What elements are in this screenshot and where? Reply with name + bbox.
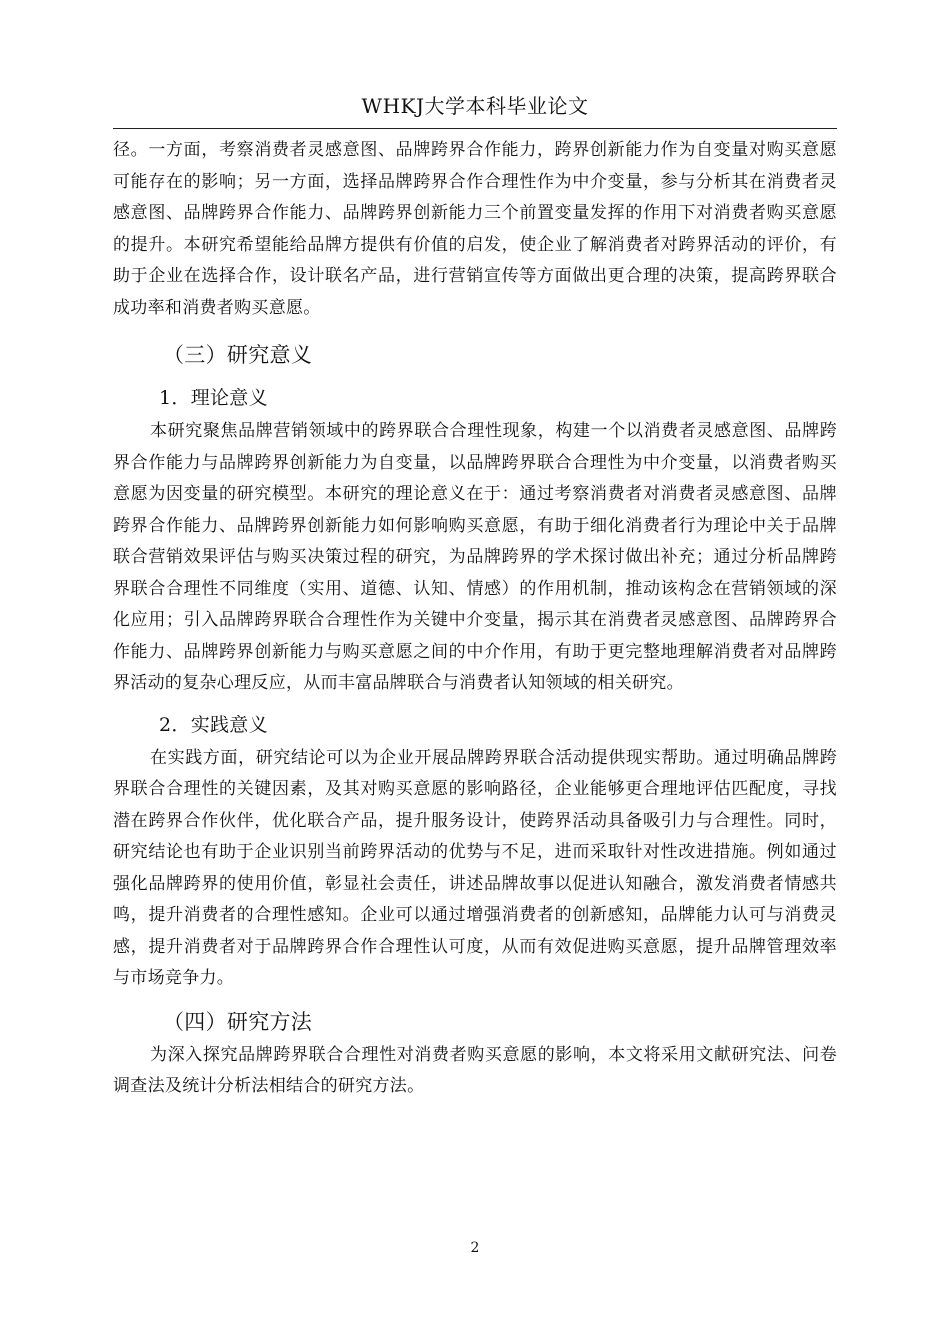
intro-continuation-paragraph: 径。一方面，考察消费者灵感意图、品牌跨界合作能力，跨界创新能力作为自变量对购买意愿可能存在的影响；另一方面，选择品牌跨界合作合理性作为中介变量，参与分析其在消费者灵感意图、品牌跨界合作能力、品牌跨界创新能力三个前置变量发挥的作用下对消费者购买意愿的提升。本研究希望能给品牌方提供有价值的启发，使企业了解消费者对跨界活动的评价，有助于企业在选择合作，设计联名产品，进行营销宣传等方面做出更合理的决策，提高跨界联合成功率和消费者购买意愿。 xyxy=(113,140,837,318)
subsection-heading-practice: 2．实践意义 xyxy=(159,713,268,736)
theory-paragraph: 本研究聚焦品牌营销领域中的跨界联合合理性现象，构建一个以消费者灵感意图、品牌跨界合作能力与品牌跨界创新能力为自变量，以品牌跨界联合合理性为中介变量，以消费者购买意愿为因变量的研究模型。本研究的理论意义在于：通过考察消费者对消费者灵感意图、品牌跨界合作能力、品牌跨界创新能力如何影响购买意愿，有助于细化消费者行为理论中关于品牌联合营销效果评估与购买决策过程的研究，为品牌跨界的学术探讨做出补充；通过分析品牌跨界联合合理性不同维度（实用、道德、认知、情感）的作用机制，推动该构念在营销领域的深化应用；引入品牌跨界联合合理性作为关键中介变量，揭示其在消费者灵感意图、品牌跨界合作能力、品牌跨界创新能力与购买意愿之间的中介作用，有助于更完整地理解消费者对品牌跨界活动的复杂心理反应，从而丰富品牌联合与消费者认知领域的相关研究。 xyxy=(113,421,837,693)
method-paragraph: 为深入探究品牌跨界联合合理性对消费者购买意愿的影响，本文将采用文献研究法、问卷调查法及统计分析法相结合的研究方法。 xyxy=(113,1044,837,1096)
page-number: 2 xyxy=(470,1240,480,1256)
practice-paragraph: 在实践方面，研究结论可以为企业开展品牌跨界联合活动提供现实帮助。通过明确品牌跨界联合合理性的关键因素，及其对购买意愿的影响路径，企业能够更合理地评估匹配度，寻找潜在跨界合作伙伴，优化联合产品，提升服务设计，使跨界活动具备吸引力与合理性。同时，研究结论也有助于企业识别当前跨界活动的优势与不足，进而采取针对性改进措施。例如通过强化品牌跨界的使用价值，彰显社会责任，讲述品牌故事以促进认知融合，激发消费者情感共鸣，提升消费者的合理性感知。企业可以通过增强消费者的创新感知，品牌能力认可与消费灵感，提升消费者对于品牌跨界合作合理性认可度，从而有效促进购买意愿，提升品牌管理效率与市场竞争力。 xyxy=(113,747,837,988)
section-heading-significance: （三）研究意义 xyxy=(163,343,313,367)
section-heading-method: （四）研究方法 xyxy=(163,1009,313,1034)
header-divider xyxy=(113,128,837,129)
page-header-title: WHKJ大学本科毕业论文 xyxy=(361,94,589,118)
subsection-heading-theory: 1．理论意义 xyxy=(159,387,268,409)
page-body xyxy=(113,135,837,1103)
